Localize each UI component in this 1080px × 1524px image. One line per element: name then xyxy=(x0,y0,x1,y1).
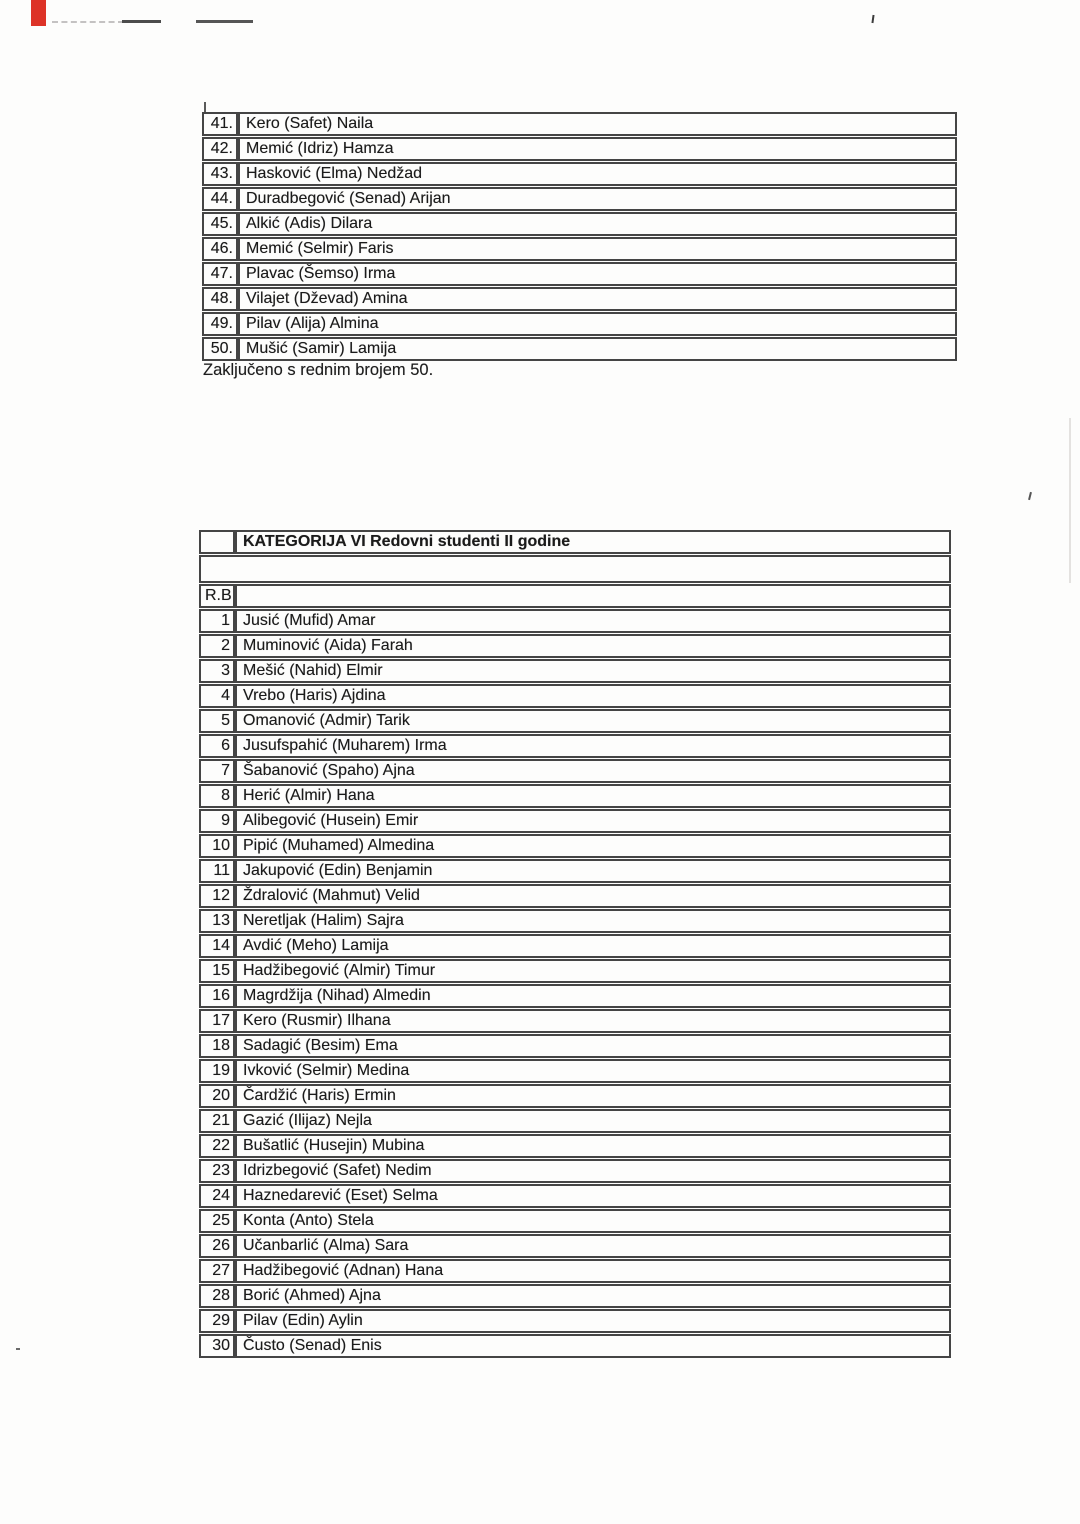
student-name: Pilav (Edin) Aylin xyxy=(235,1309,951,1333)
table-row xyxy=(199,934,951,958)
table-row xyxy=(199,734,951,758)
table-row xyxy=(199,609,951,633)
student-name: Borić (Ahmed) Ajna xyxy=(235,1284,951,1308)
student-name: Hasković (Elma) Nedžad xyxy=(238,162,957,186)
category-title: KATEGORIJA VI Redovni studenti II godine xyxy=(235,530,951,554)
row-number: 24 xyxy=(199,1184,235,1208)
student-name: Šabanović (Spaho) Ajna xyxy=(235,759,951,783)
row-number: 11 xyxy=(199,859,235,883)
table-row xyxy=(199,1109,951,1133)
student-name: Magrdžija (Nihad) Almedin xyxy=(235,984,951,1008)
row-number: 8 xyxy=(199,784,235,808)
student-name: Ivković (Selmir) Medina xyxy=(235,1059,951,1083)
row-number: 47. xyxy=(202,262,238,286)
row-number: 25 xyxy=(199,1209,235,1233)
table-row xyxy=(199,1034,951,1058)
student-name: Čardžić (Haris) Ermin xyxy=(235,1084,951,1108)
row-number: 45. xyxy=(202,212,238,236)
table-row xyxy=(199,1134,951,1158)
row-number: 12 xyxy=(199,884,235,908)
table-row xyxy=(202,112,957,136)
student-name: Vrebo (Haris) Ajdina xyxy=(235,684,951,708)
table-row xyxy=(199,1234,951,1258)
scan-dot-bottom-left xyxy=(16,1348,20,1350)
row-number: 46. xyxy=(202,237,238,261)
student-name: Haznedarević (Eset) Selma xyxy=(235,1184,951,1208)
table-row xyxy=(199,834,951,858)
student-name: Muminović (Aida) Farah xyxy=(235,634,951,658)
table-row xyxy=(202,212,957,236)
category-header-row xyxy=(199,530,951,554)
table-row xyxy=(199,759,951,783)
table-row xyxy=(199,1184,951,1208)
student-name: Kero (Safet) Naila xyxy=(238,112,957,136)
students-table-41-50 xyxy=(202,111,957,362)
row-number: 20 xyxy=(199,1084,235,1108)
row-number: 22 xyxy=(199,1134,235,1158)
student-name: Pipić (Muhamed) Almedina xyxy=(235,834,951,858)
table-row xyxy=(199,1309,951,1333)
table-row xyxy=(199,1159,951,1183)
table-row xyxy=(199,1209,951,1233)
table-row xyxy=(202,262,957,286)
student-name: Alibegović (Husein) Emir xyxy=(235,809,951,833)
table-row xyxy=(199,984,951,1008)
student-name: Hadžibegović (Adnan) Hana xyxy=(235,1259,951,1283)
student-name: Herić (Almir) Hana xyxy=(235,784,951,808)
row-number: 18 xyxy=(199,1034,235,1058)
table-row xyxy=(199,634,951,658)
row-number: 5 xyxy=(199,709,235,733)
student-name: Jusufspahić (Muharem) Irma xyxy=(235,734,951,758)
student-name: Mušić (Samir) Lamija xyxy=(238,337,957,361)
student-name: Alkić (Adis) Dilara xyxy=(238,212,957,236)
table-row xyxy=(202,237,957,261)
row-number: 49. xyxy=(202,312,238,336)
row-number: 41. xyxy=(202,112,238,136)
table-row xyxy=(202,137,957,161)
table-row xyxy=(199,684,951,708)
student-name: Čusto (Senad) Enis xyxy=(235,1334,951,1358)
category-table xyxy=(199,529,951,1359)
row-number: 6 xyxy=(199,734,235,758)
row-number: 21 xyxy=(199,1109,235,1133)
table-row xyxy=(199,1084,951,1108)
row-number: 15 xyxy=(199,959,235,983)
closing-note: Zaključeno s rednim brojem 50. xyxy=(203,361,434,379)
student-name: Avdić (Meho) Lamija xyxy=(235,934,951,958)
row-number: 2 xyxy=(199,634,235,658)
scan-dash-faint xyxy=(52,21,124,23)
student-name: Omanović (Admir) Tarik xyxy=(235,709,951,733)
row-number: 29 xyxy=(199,1309,235,1333)
student-name: Ždralović (Mahmut) Velid xyxy=(235,884,951,908)
student-name: Vilajet (Dževad) Amina xyxy=(238,287,957,311)
scan-dash-dark-1 xyxy=(122,20,161,23)
table-row xyxy=(199,809,951,833)
rb-empty-cell xyxy=(235,584,951,608)
student-name: Neretljak (Halim) Sajra xyxy=(235,909,951,933)
table-row xyxy=(202,287,957,311)
scan-tick-mid-right xyxy=(1028,492,1032,500)
row-number: 26 xyxy=(199,1234,235,1258)
row-number: 23 xyxy=(199,1159,235,1183)
row-number: 43. xyxy=(202,162,238,186)
table-row xyxy=(202,312,957,336)
spacer-cell xyxy=(199,555,951,583)
red-edge-mark xyxy=(31,0,46,26)
student-name: Memić (Selmir) Faris xyxy=(238,237,957,261)
table-row xyxy=(199,1284,951,1308)
student-name: Gazić (Ilijaz) Nejla xyxy=(235,1109,951,1133)
row-number: 28 xyxy=(199,1284,235,1308)
row-number: 14 xyxy=(199,934,235,958)
table-row xyxy=(199,659,951,683)
table-row xyxy=(199,1334,951,1358)
rb-header-row xyxy=(199,584,951,608)
table-row xyxy=(199,784,951,808)
row-number: 17 xyxy=(199,1009,235,1033)
row-number: 7 xyxy=(199,759,235,783)
row-number: 10 xyxy=(199,834,235,858)
student-name: Hadžibegović (Almir) Timur xyxy=(235,959,951,983)
rb-label: R.B xyxy=(199,584,235,608)
table-row xyxy=(199,1259,951,1283)
row-number: 42. xyxy=(202,137,238,161)
table-row xyxy=(199,1009,951,1033)
table-row xyxy=(199,909,951,933)
table-row xyxy=(202,187,957,211)
table-row xyxy=(199,859,951,883)
table-row xyxy=(199,959,951,983)
student-name: Konta (Anto) Stela xyxy=(235,1209,951,1233)
row-number: 9 xyxy=(199,809,235,833)
student-name: Jakupović (Edin) Benjamin xyxy=(235,859,951,883)
table-row xyxy=(202,337,957,361)
student-name: Mešić (Nahid) Elmir xyxy=(235,659,951,683)
student-name: Učanbarlić (Alma) Sara xyxy=(235,1234,951,1258)
row-number: 44. xyxy=(202,187,238,211)
student-name: Memić (Idriz) Hamza xyxy=(238,137,957,161)
student-name: Jusić (Mufid) Amar xyxy=(235,609,951,633)
table-row xyxy=(199,884,951,908)
header-empty-cell xyxy=(199,530,235,554)
row-number: 1 xyxy=(199,609,235,633)
table-row xyxy=(199,709,951,733)
row-number: 30 xyxy=(199,1334,235,1358)
student-name: Plavac (Šemso) Irma xyxy=(238,262,957,286)
student-name: Duradbegović (Senad) Arijan xyxy=(238,187,957,211)
row-number: 48. xyxy=(202,287,238,311)
table-row xyxy=(199,1059,951,1083)
row-number: 27 xyxy=(199,1259,235,1283)
row-number: 50. xyxy=(202,337,238,361)
student-name: Pilav (Alija) Almina xyxy=(238,312,957,336)
row-number: 13 xyxy=(199,909,235,933)
student-name: Idrizbegović (Safet) Nedim xyxy=(235,1159,951,1183)
scan-tick-top-right xyxy=(871,15,874,23)
row-number: 16 xyxy=(199,984,235,1008)
row-number: 4 xyxy=(199,684,235,708)
student-name: Bušatlić (Husejin) Mubina xyxy=(235,1134,951,1158)
student-name: Kero (Rusmir) Ilhana xyxy=(235,1009,951,1033)
student-name: Sadagić (Besim) Ema xyxy=(235,1034,951,1058)
spacer-row xyxy=(199,555,951,583)
table-row xyxy=(202,162,957,186)
row-number: 3 xyxy=(199,659,235,683)
row-number: 19 xyxy=(199,1059,235,1083)
scan-dash-dark-2 xyxy=(196,20,253,23)
scan-edge-line xyxy=(1069,418,1071,583)
